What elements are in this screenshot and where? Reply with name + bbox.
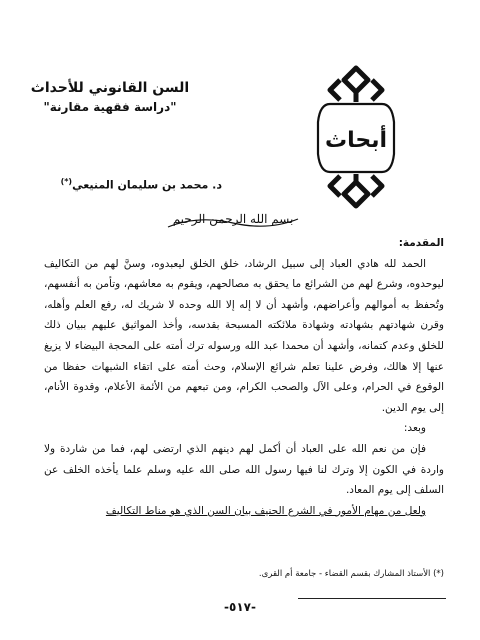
article-subtitle: "دراسة فقهية مقارنة"	[43, 100, 177, 114]
basmala-calligraphy	[158, 207, 308, 233]
author-footnote-marker: (*)	[60, 177, 73, 186]
paragraph-3: ولعل من مهام الأمور في الشرع الحنيف بيان السن الذي هو مناط التكاليف	[105, 504, 426, 517]
basmala-text: بسم الله الرحمن الرحيم	[172, 212, 294, 226]
emblem-ornament-top	[330, 68, 382, 102]
paragraph-1: الحمد لله هادي العباد إلى سبيل الرشاد، خلق الخلق ليعبدوه، وسنَّ لهم من التكاليف ليوحدوه، وشرع لهم من الشرائع ما يحقق به مصالحهم، ويقوم به معاشهم، وتأمن به أنفسهم، وتُحفظ به أموالهم وأعراضهم، وأشهد أن لا إله إلا الله وحده لا شريك له، رفع العلم وأهله، وقرن شهادتهم بشهادته وشهادة ملائكته المسبحة بقدسه، وأخذ المواثيق عليهم ببيان ذلك للخلق وعدم كتمانه، وأشهد أن محمدا عبد الله ورسوله ترك أمته على المحجة البيضاء لا يزيغ عنها إلا هالك، وفرض علينا تعلم شرائع الإسلام، وحث أمته على اتقاء الشبهات حفظا من الوقوع في الحرام، وعلى الآل والصحب الكرام، ومن تبعهم من الأئمة الأعلام، وقدوة الأنام، إلى يوم الدين.	[44, 257, 444, 414]
footnote-separator	[298, 598, 446, 599]
author-line	[32, 177, 222, 192]
emblem-title: أبحاث	[324, 128, 388, 153]
paragraph-2: فإن من نعم الله على العباد أن أكمل لهم دينهم الذي ارتضى لهم، فما من شاردة ولا واردة في الكون إلا وترك لنا فيها رسول الله صلى الله عليه وسلم علما يأخذه الخلف عن السلف إلى يوم المعاد.	[44, 442, 444, 497]
intro-heading: المقدمة:	[398, 237, 444, 249]
after-heading: وبعد:	[403, 422, 426, 435]
emblem-ornament-bottom	[330, 174, 382, 206]
page-number: -٥١٧-	[224, 600, 256, 614]
author-name: د. محمد بن سليمان المنيعي	[72, 178, 222, 192]
abhath-emblem	[310, 62, 402, 212]
article-body	[44, 233, 444, 521]
footnote: (*) الأستاذ المشارك بقسم القضاء - جامعة أم القرى.	[258, 569, 444, 579]
title-block	[20, 78, 200, 116]
article-title: السن القانوني للأحداث	[30, 80, 190, 96]
